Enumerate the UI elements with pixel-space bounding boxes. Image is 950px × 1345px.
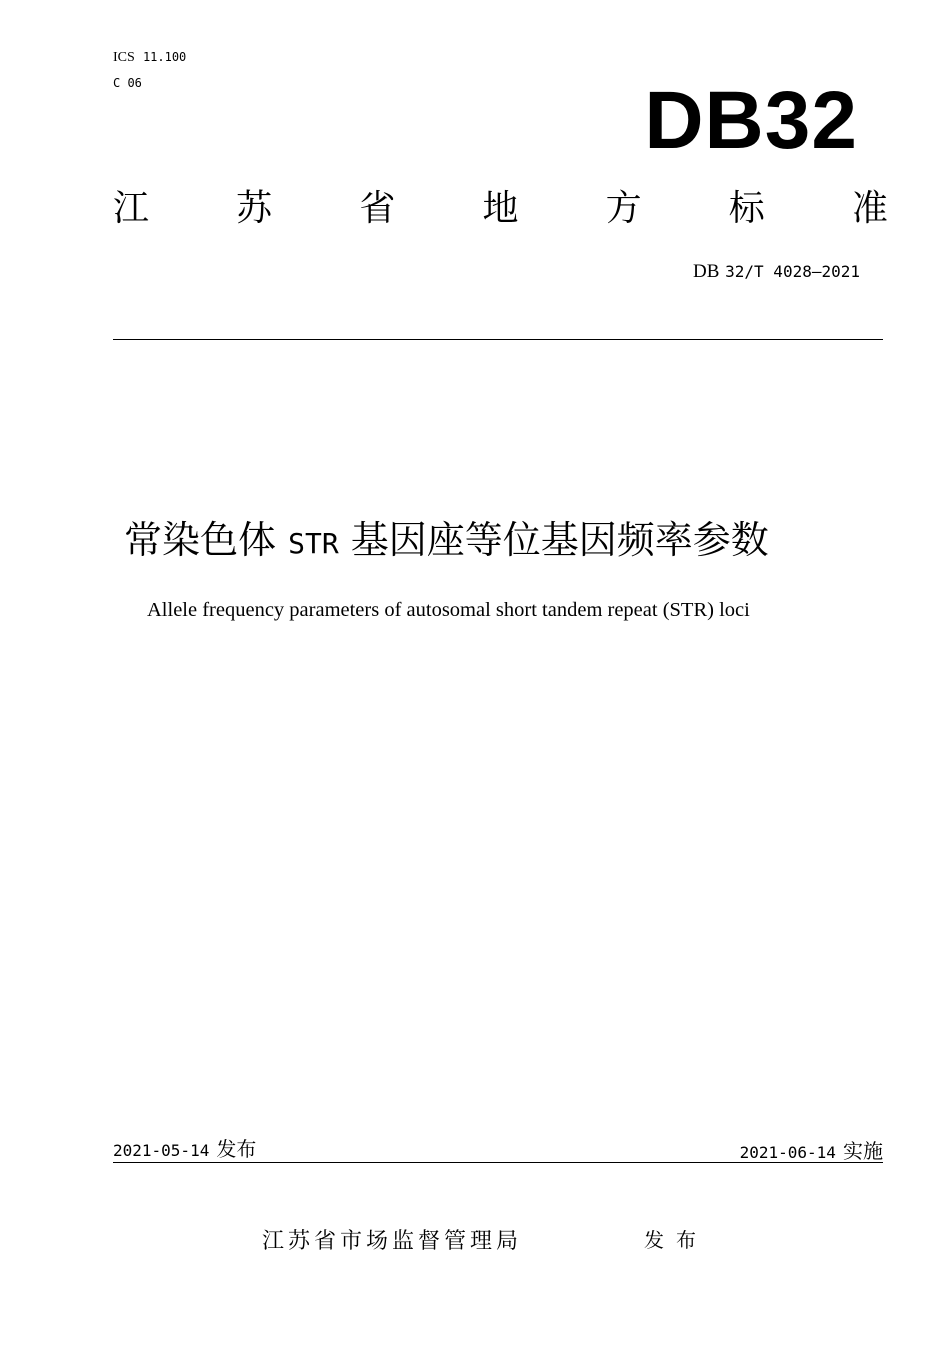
title-chinese xyxy=(124,515,769,569)
standard-number-prefix: DB xyxy=(693,261,720,282)
title-chinese-part1: 常染色体 xyxy=(124,518,277,562)
standard-kind-char: 方 xyxy=(605,188,642,229)
standard-number xyxy=(693,261,860,283)
standard-kind-char: 标 xyxy=(728,188,765,229)
top-divider xyxy=(113,339,883,340)
standard-logo-code: DB32 xyxy=(644,75,858,166)
standard-kind xyxy=(113,186,888,232)
ccs-code: C 06 xyxy=(113,76,142,90)
standard-kind-char: 苏 xyxy=(236,188,273,229)
title-chinese-part2: 基因座等位基因频率参数 xyxy=(350,518,769,562)
title-chinese-latin: STR xyxy=(288,527,339,560)
standard-kind-char: 江 xyxy=(113,188,150,229)
standard-kind-char: 省 xyxy=(359,188,396,229)
implement-label: 实施 xyxy=(843,1139,883,1163)
bottom-divider xyxy=(113,1162,883,1163)
issue-date-line xyxy=(113,1133,256,1162)
implement-date: 2021-06-14 xyxy=(739,1143,836,1162)
implement-date-line xyxy=(740,1135,883,1164)
issuing-authority: 江苏省市场监督管理局 xyxy=(262,1229,523,1254)
issue-date: 2021-05-14 xyxy=(113,1141,210,1160)
ics-code: 11.100 xyxy=(142,50,187,64)
standard-kind-char: 地 xyxy=(482,188,519,229)
issue-label: 发布 xyxy=(216,1137,257,1161)
title-english: Allele frequency parameters of autosomal short tandem repeat (STR) loci xyxy=(147,599,750,621)
standard-kind-char: 准 xyxy=(851,188,888,229)
standard-number-body: 32/T 4028—2021 xyxy=(725,262,860,281)
issuing-action: 发布 xyxy=(644,1228,708,1252)
ics-classification xyxy=(113,50,186,66)
ics-label: ICS xyxy=(113,50,135,65)
